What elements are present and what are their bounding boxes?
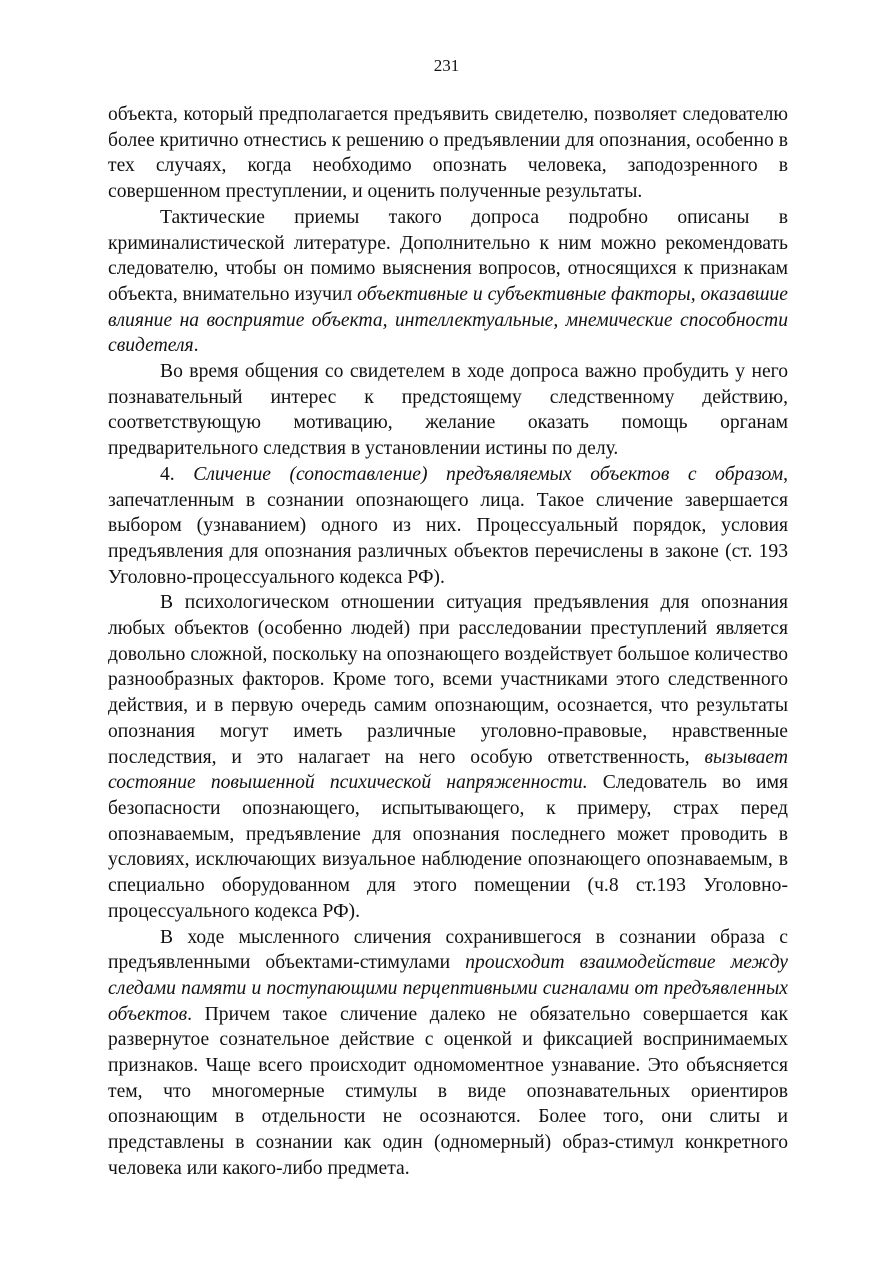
paragraph [108,102,788,205]
paragraph-text: объекта, который предполагается предъявить свидетелю, позволяет следователю более критично отнестись к решению о предъявлении для опознания, особенно в тех случаях, когда необходимо опознать человека, заподозренного в совершенном преступлении, и оценить полученные результаты. [108,104,788,203]
paragraph [108,359,788,462]
paragraph-text: В ходе мысленного сличения сохранившегося в сознании образа с предъявленными объектами-стимулами [108,926,788,974]
paragraph-text: 4. [160,463,194,485]
paragraph-text: Тактические приемы такого допроса подробно описаны в криминалистической литературе. Дополнительно к ним можно рекомендовать следователю, чтобы он помимо выяснения вопросов, относящихся к признакам объекта, внимательно изучил [108,206,788,305]
paragraph [108,590,788,924]
paragraph-text: , запечатленным в сознании опознающего лица. Такое сличение завершается выбором (узнаванием) одного из них. Процессуальный порядок, условия предъявления для опознания различных объектов перечислены в законе (ст. 193 Уголовно-процессуального кодекса РФ). [108,463,788,588]
body-text [108,102,788,1182]
paragraph-text: . Причем такое сличение далеко не обязательно совершается как развернутое сознательное действие с оценкой и фиксацией воспринимаемых признаков. Чаще всего происходит одномоментное узнавание. Это объясняется тем, что многомерные стимулы в виде опознавательных ориентиров опознающим в отдельности не осознаются. Более того, они слиты и представлены в сознании как один (одномерный) образ-стимул конкретного человека или какого-либо предмета. [108,1003,788,1179]
italic-emphasis: Сличение (сопоставление) предъявляемых объектов с образом [193,463,784,485]
paragraph [108,925,788,1182]
page-number: 231 [433,56,460,75]
paragraph-text: Следователь во имя безопасности опознающего, испытывающего, к примеру, страх перед опознаваемым, предъявление для опознания последнего может проводить в условиях, исключающих визуальное наблюдение опознающего опознаваемым, в специально оборудованном для этого помещении (ч.8 ст.193 Уголовно-процессуального кодекса РФ). [108,772,789,922]
paragraph-text: . [193,335,199,357]
italic-emphasis: происходит взаимодействие между следами памяти и поступающими перцептивными сигналами от предъявленных объектов [108,952,788,1025]
paragraph [108,205,788,359]
paragraph-text: В психологическом отношении ситуация предъявления для опознания любых объектов (особенно людей) при расследовании преступлений является довольно сложной, поскольку на опознающего воздействует большое количество разнообразных факторов. Кроме того, всеми участниками этого следственного действия, и в первую очередь самим опознающим, осознается, что результаты опознания могут иметь различные уголовно-правовые, нравственные последствия, и это налагает на него особую ответственность, [108,592,788,768]
italic-emphasis: объективные и субъективные факторы, оказавшие влияние на восприятие объекта, интеллектуальные, мнемические способности свидетеля [108,283,789,357]
italic-emphasis: вызывает состояние повышенной психической напряженности. [108,746,788,794]
paragraph-text: Во время общения со свидетелем в ходе допроса важно пробудить у него познавательный интерес к предстоящему следственному действию, соответствующую мотивацию, желание оказать помощь органам предварительного следствия в установлении истины по делу. [108,361,788,460]
paragraph [108,462,788,591]
